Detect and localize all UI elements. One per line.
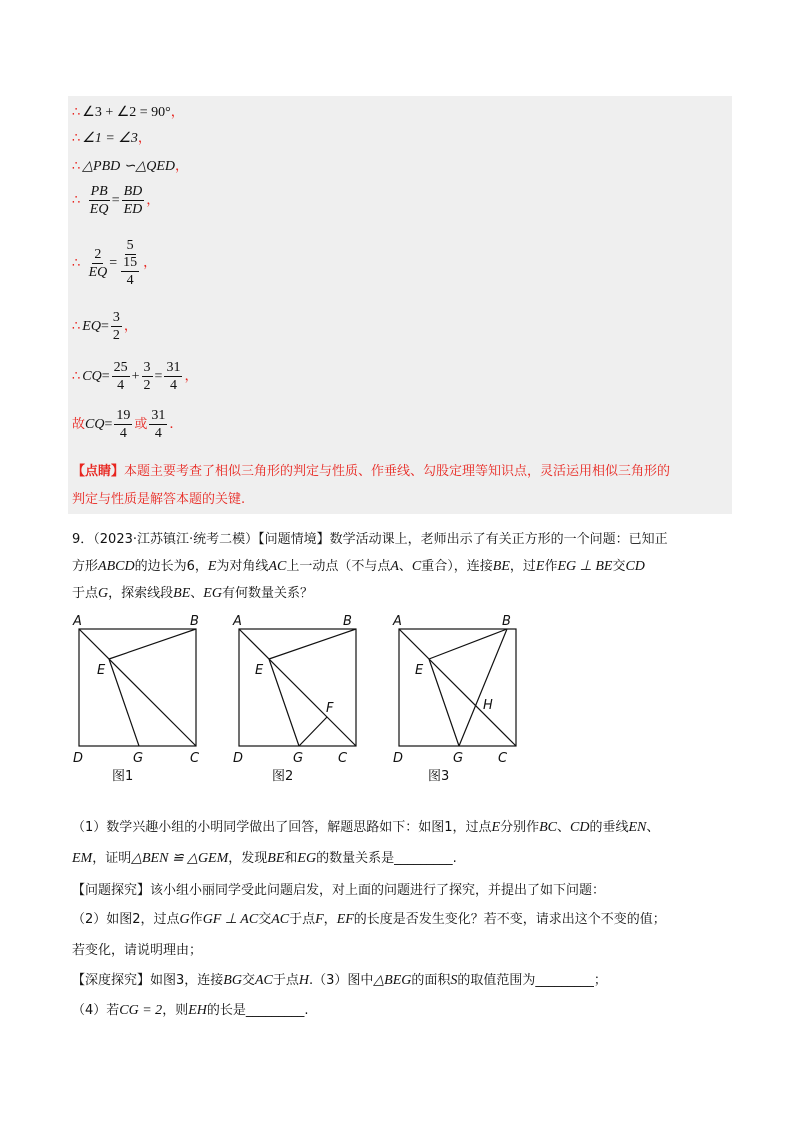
- step-8: 故CQ= $\frac{19}{4}$ 或 $\frac{31}{4}$ ．: [72, 408, 183, 441]
- label-e: E: [97, 663, 106, 678]
- therefore-symbol: ∴: [72, 369, 81, 384]
- sub-question-1-line-1: （1）数学兴趣小组的小明同学做出了回答，解题思路如下：如图1，过点E分别作BC、CD的垂线EN、: [72, 820, 660, 835]
- figure-1-caption: 图1: [112, 769, 134, 784]
- label-c: C: [498, 751, 508, 766]
- segment-be: [429, 629, 507, 659]
- fraction: $\frac{BD}{ED}$: [123, 184, 143, 217]
- fraction: $\frac{31}{4}$: [151, 408, 166, 441]
- label-c: C: [190, 751, 200, 766]
- label-b: B: [343, 614, 352, 629]
- segment-bg: [459, 629, 507, 746]
- diagonal-ac: [399, 629, 516, 746]
- fraction: $\frac{5}{\frac{15}{4}}$: [123, 238, 138, 288]
- therefore-symbol: ∴: [72, 193, 81, 208]
- label-g: G: [453, 751, 464, 766]
- segment-be: [269, 629, 356, 659]
- question-line-1: 9．（2023·江苏镇江·统考二模）【问题情境】数学活动课上，老师出示了有关正方形的一个问题：已知正: [72, 532, 668, 547]
- fraction: $\frac{25}{4}$: [113, 360, 128, 393]
- step-7: ∴ CQ= $\frac{25}{4}$ + $\frac{3}{2}$ = $\frac{31}{4}$ ，: [72, 360, 198, 393]
- diagonal-ac: [239, 629, 356, 746]
- dianjing-line-1: 【点睛】本题主要考查了相似三角形的判定与性质、作垂线、勾股定理等知识点，灵活运用相似三角形的: [72, 464, 671, 479]
- fraction: $\frac{3}{2}$: [112, 310, 120, 343]
- label-a: A: [73, 614, 82, 629]
- figure-2: [230, 612, 370, 786]
- step-5: ∴ $\frac{2}{EQ}$ = $\frac{5}{\frac{15}{4}}$ ，: [72, 238, 157, 288]
- segment-eg: [109, 659, 139, 746]
- label-g: G: [133, 751, 144, 766]
- label-f: F: [326, 701, 334, 716]
- segment-eg: [429, 659, 459, 746]
- step-3: ∴ △PBD ∽△QED，: [72, 158, 189, 174]
- question-line-3: 于点G，探索线段BE、EG有何数量关系？: [72, 586, 313, 601]
- label-e: E: [415, 663, 424, 678]
- therefore-symbol: ∴: [72, 319, 81, 334]
- fraction: $\frac{PB}{EQ}$: [89, 184, 109, 217]
- figure-3-caption: 图3: [428, 769, 450, 784]
- fraction: $\frac{2}{EQ}$: [88, 246, 108, 280]
- sub-question-2-line-2: 若变化，请说明理由；: [72, 943, 203, 958]
- figure-1: [70, 612, 210, 786]
- sub-question-1-line-2: EM，证明△BEN ≌ △GEM，发现BE和EG的数量关系是_________.: [72, 851, 457, 866]
- fraction: $\frac{3}{2}$: [143, 360, 151, 393]
- figure-2-caption: 图2: [272, 769, 294, 784]
- sub-question-3: 【深度探究】如图3，连接BG交AC于点H.（3）图中△BEG的面积S的取值范围为_________；: [72, 973, 607, 988]
- dianjing-label: 【点睛】: [72, 464, 125, 479]
- step-4: ∴ $\frac{PB}{EQ}$ = $\frac{BD}{ED}$ ，: [72, 184, 160, 217]
- nested-fraction: $\frac{15}{4}$: [123, 255, 138, 288]
- label-d: D: [393, 751, 404, 766]
- step-2: ∴ ∠1 = ∠3，: [72, 130, 152, 146]
- label-b: B: [502, 614, 511, 629]
- label-g: G: [293, 751, 304, 766]
- problem-exploration: 【问题探究】该小组小丽同学受此问题启发，对上面的问题进行了探究，并提出了如下问题：: [72, 883, 606, 898]
- label-b: B: [190, 614, 199, 629]
- diagonal-ac: [79, 629, 196, 746]
- question-source: （2023·江苏镇江·统考二模）: [93, 532, 259, 547]
- label-d: D: [233, 751, 244, 766]
- figure-1-diagram: [70, 612, 210, 782]
- dianjing-line-2: 判定与性质是解答本题的关键.: [72, 492, 246, 507]
- label-a: A: [393, 614, 402, 629]
- figure-3-diagram: [390, 612, 530, 782]
- label-a: A: [233, 614, 242, 629]
- sub-question-4: （4）若CG = 2，则EH的长是_________.: [72, 1003, 309, 1018]
- therefore-symbol: ∴: [72, 159, 81, 174]
- step-1: ∴ ∠3 + ∠2 = 90°，: [72, 104, 185, 120]
- sub-question-2-line-1: （2）如图2，过点G作GF ⊥ AC交AC于点F，EF的长度是否发生变化？若不变，请求出这个不变的值；: [72, 912, 666, 927]
- segment-be: [109, 629, 196, 659]
- fraction: $\frac{31}{4}$: [166, 360, 181, 393]
- therefore-symbol: ∴: [72, 105, 81, 120]
- question-line-2: 方形ABCD的边长为6，E为对角线AC上一动点（不与点A、C重合），连接BE，过E作EG ⊥ BE交CD: [72, 559, 645, 574]
- label-h: H: [483, 698, 493, 713]
- figure-2-diagram: [230, 612, 370, 782]
- label-d: D: [73, 751, 84, 766]
- therefore-symbol: ∴: [72, 131, 81, 146]
- label-c: C: [338, 751, 348, 766]
- fraction: $\frac{19}{4}$: [116, 408, 131, 441]
- question-number: 9．: [72, 532, 94, 547]
- label-e: E: [255, 663, 264, 678]
- step-6: ∴ EQ= $\frac{3}{2}$ ，: [72, 310, 138, 343]
- therefore-symbol: ∴: [72, 255, 81, 271]
- segment-gf: [299, 717, 327, 746]
- figure-3: [390, 612, 530, 786]
- segment-eg: [269, 659, 299, 746]
